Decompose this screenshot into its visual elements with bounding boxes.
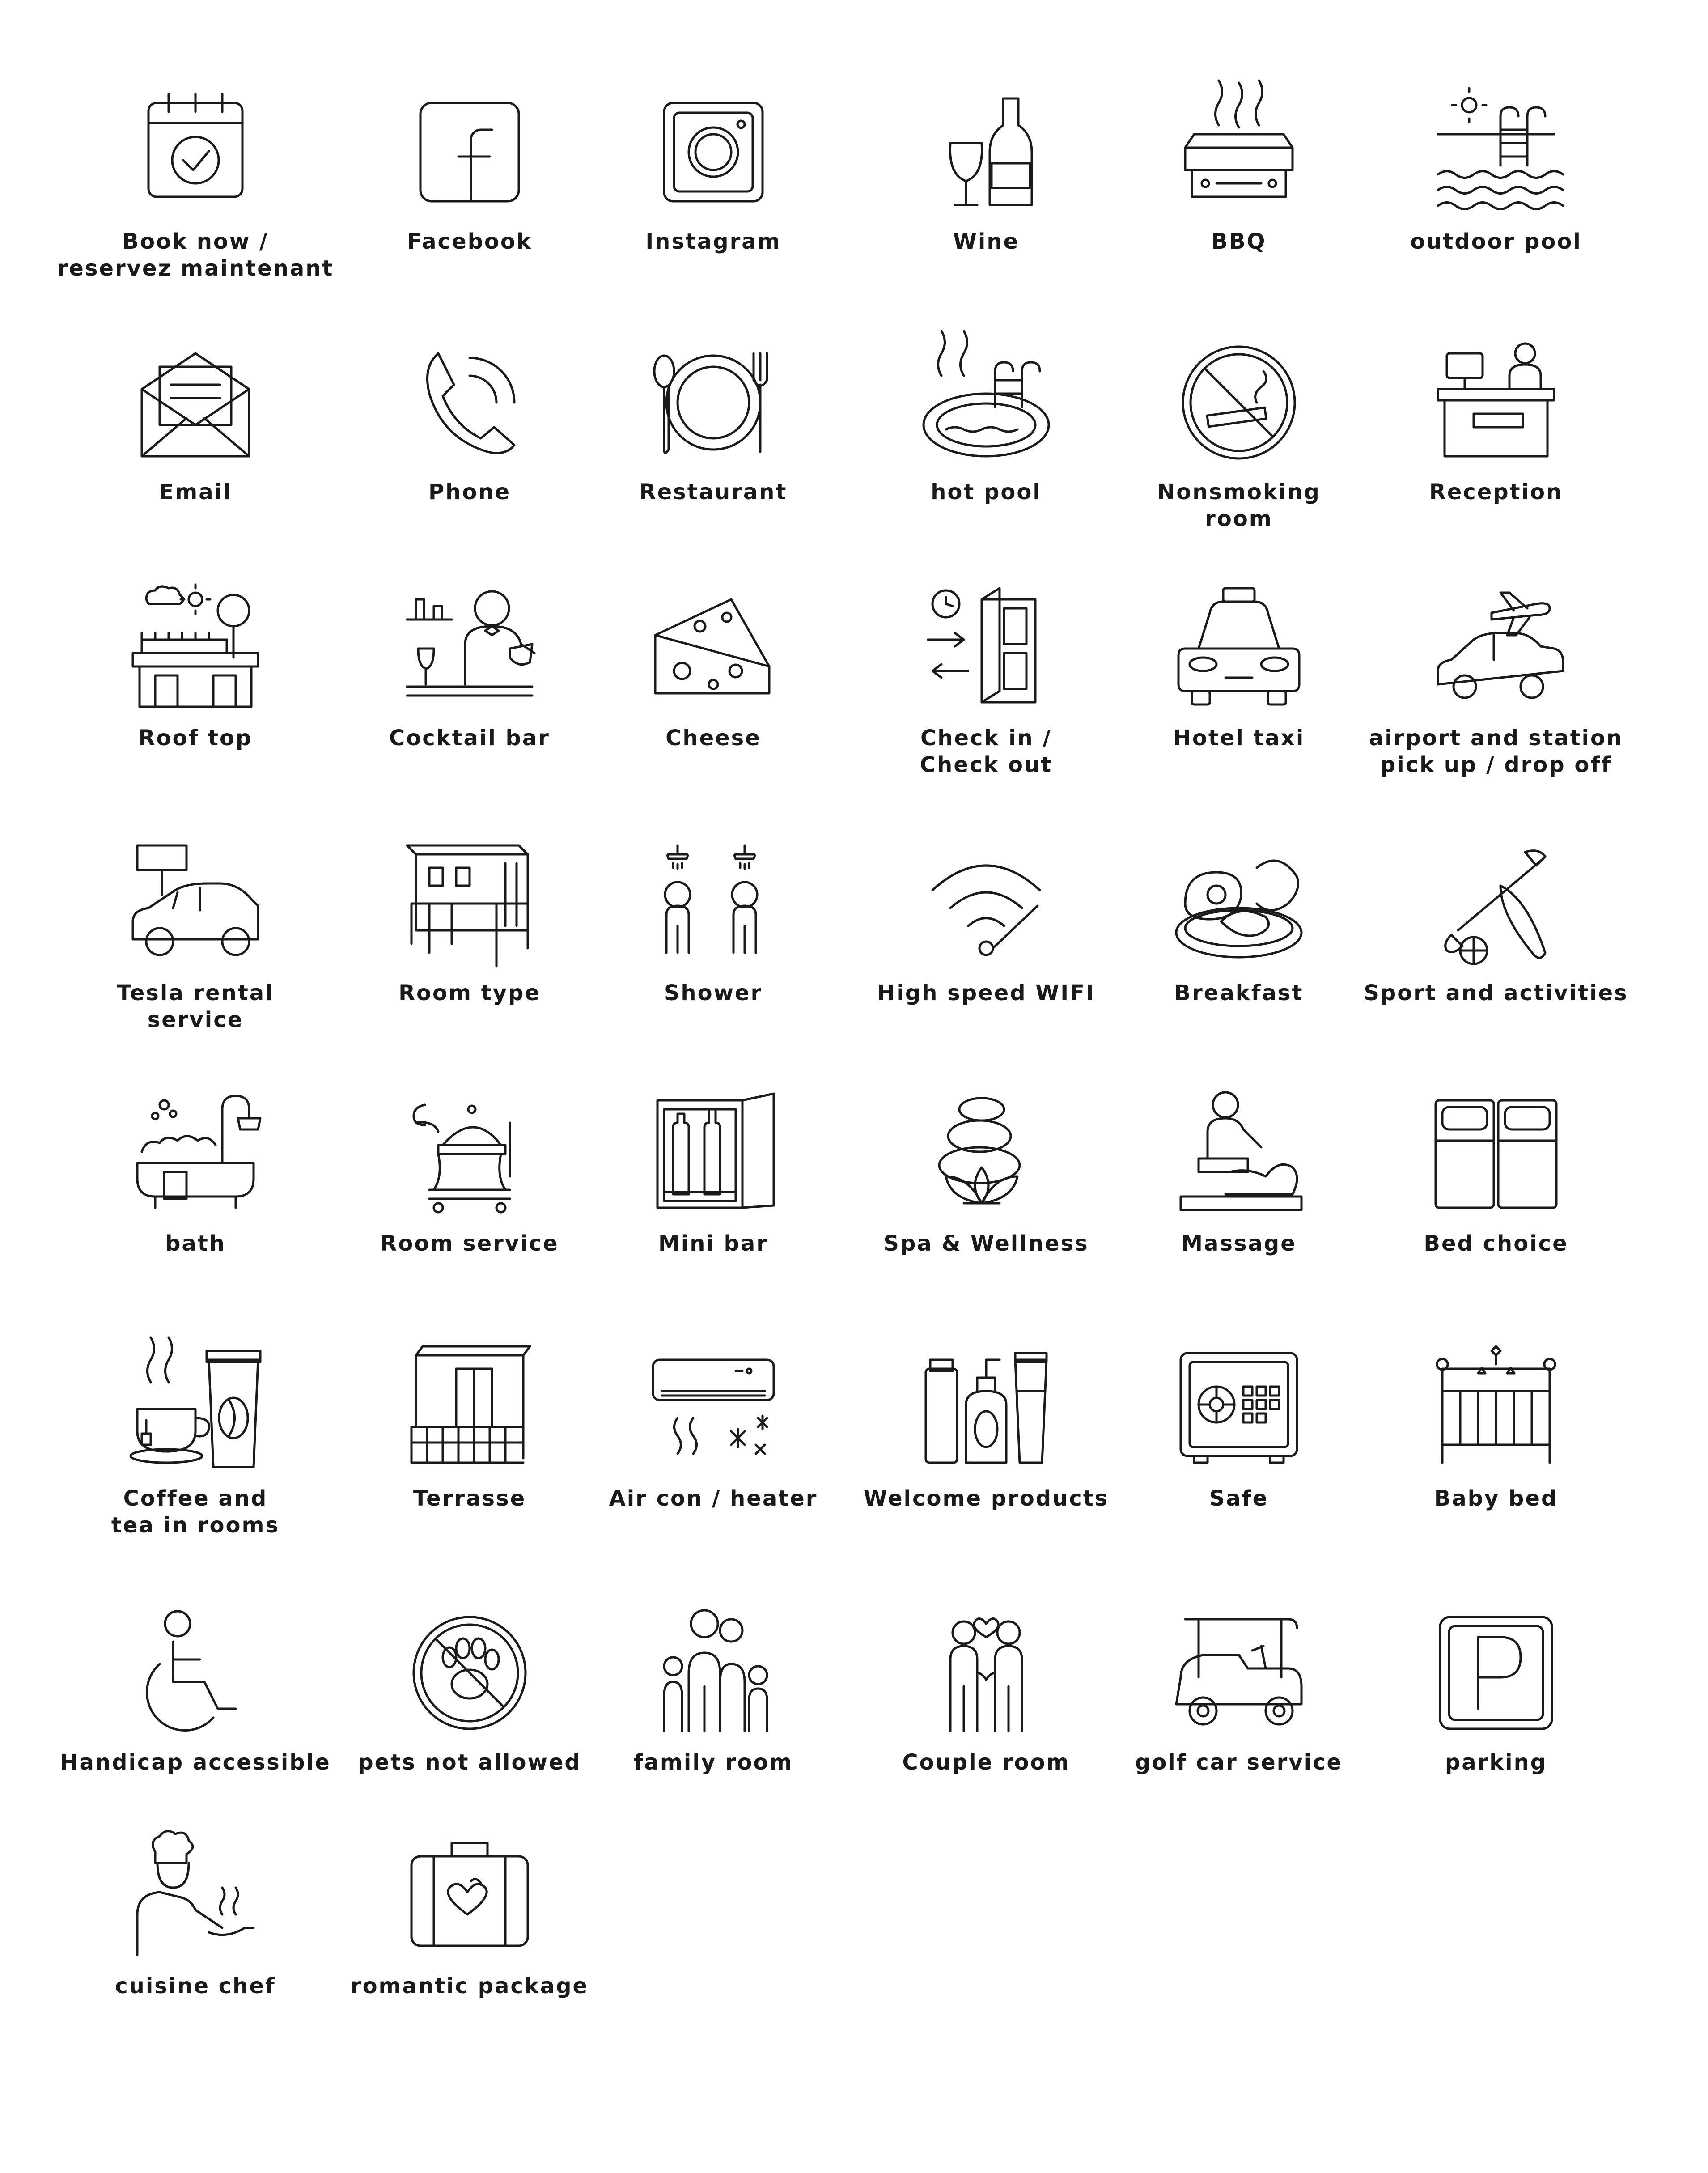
couple-icon (919, 1606, 1053, 1740)
icon-label: BBQ (1211, 229, 1267, 254)
icon-label: pets not allowed (358, 1750, 581, 1775)
instagram-icon (646, 85, 780, 219)
chef-icon (128, 1829, 263, 1964)
icon-item-air-con (575, 1342, 852, 1592)
icon-item-taxi (1100, 581, 1377, 832)
no-pets-icon (403, 1606, 537, 1740)
breakfast-icon (1172, 836, 1306, 971)
icon-label: cuisine chef (115, 1974, 276, 1999)
icon-item-baby-bed (1357, 1342, 1635, 1592)
room-type-icon (403, 836, 537, 971)
icon-label: golf car service (1135, 1750, 1343, 1775)
icon-label: outdoor pool (1410, 229, 1582, 254)
icon-item-mini-bar (575, 1087, 852, 1337)
icon-item-room-type (331, 836, 608, 1087)
icon-item-breakfast (1100, 836, 1377, 1087)
icon-label: Mini bar (658, 1231, 768, 1256)
icon-item-bbq (1100, 85, 1377, 335)
facebook-icon (403, 85, 537, 219)
icon-item-reception (1357, 335, 1635, 586)
terrace-icon (403, 1342, 537, 1476)
icon-item-check-in-out (848, 581, 1125, 832)
icon-item-nonsmoking (1100, 335, 1377, 586)
hot-pool-icon (919, 335, 1053, 470)
suitcase-heart-icon (403, 1829, 537, 1964)
icon-label: Air con / heater (609, 1486, 818, 1511)
bath-icon (128, 1087, 263, 1221)
family-icon (646, 1606, 780, 1740)
icon-label: parking (1445, 1750, 1547, 1775)
icon-item-suitcase-heart (331, 1829, 608, 2080)
icon-label: Book now / reservez maintenant (57, 229, 334, 281)
icon-label: Cheese (665, 726, 761, 751)
kayak-icon (1429, 836, 1563, 971)
restaurant-icon (646, 335, 780, 470)
icon-item-terrace (331, 1342, 608, 1592)
icon-item-room-service (331, 1087, 608, 1337)
icon-item-wifi (848, 836, 1125, 1087)
room-service-icon (403, 1087, 537, 1221)
icon-label: Baby bed (1434, 1486, 1558, 1511)
icon-label: Bed choice (1424, 1231, 1568, 1256)
outdoor-pool-icon (1429, 85, 1563, 219)
icon-label: Couple room (902, 1750, 1070, 1775)
icon-label: Facebook (407, 229, 532, 254)
air-con-icon (646, 1342, 780, 1476)
icon-item-couple (848, 1606, 1125, 1856)
icon-label: bath (165, 1231, 226, 1256)
icon-label: Massage (1181, 1231, 1297, 1256)
icon-item-kayak (1357, 836, 1635, 1087)
icon-item-bath (57, 1087, 334, 1337)
phone-icon (403, 335, 537, 470)
car-rental-icon (128, 836, 263, 971)
icon-label: Welcome products (863, 1486, 1109, 1511)
icon-item-parking (1357, 1606, 1635, 1856)
cocktail-bar-icon (403, 581, 537, 716)
icon-item-calendar-check (57, 85, 334, 335)
icon-label: Roof top (138, 726, 253, 751)
icon-label: Reception (1429, 480, 1563, 505)
taxi-icon (1172, 581, 1306, 716)
icon-item-restaurant (575, 335, 852, 586)
nonsmoking-icon (1172, 335, 1306, 470)
massage-icon (1172, 1087, 1306, 1221)
icon-label: Nonsmoking room (1157, 480, 1321, 531)
icon-item-instagram (575, 85, 852, 335)
email-icon (128, 335, 263, 470)
safe-icon (1172, 1342, 1306, 1476)
icon-label: Tesla rental service (117, 980, 274, 1032)
icon-item-toiletries (848, 1342, 1125, 1592)
parking-icon (1429, 1606, 1563, 1740)
icon-label: Room service (380, 1231, 559, 1256)
icon-label: Hotel taxi (1173, 726, 1305, 751)
icon-label: Breakfast (1174, 980, 1304, 1006)
icon-item-coffee-tea (57, 1342, 334, 1592)
mini-bar-icon (646, 1087, 780, 1221)
icon-item-cheese (575, 581, 852, 832)
icon-label: Safe (1209, 1486, 1269, 1511)
icon-item-rooftop (57, 581, 334, 832)
icon-item-wine (848, 85, 1125, 335)
wine-icon (919, 85, 1053, 219)
icon-item-no-pets (331, 1606, 608, 1856)
calendar-check-icon (128, 85, 263, 219)
coffee-tea-icon (128, 1342, 263, 1476)
icon-label: hot pool (931, 480, 1042, 505)
icon-item-golf-cart (1100, 1606, 1377, 1856)
icon-label: Wine (953, 229, 1020, 254)
beds-icon (1429, 1087, 1563, 1221)
icon-label: family room (633, 1750, 793, 1775)
icon-label: Handicap accessible (60, 1750, 331, 1775)
icon-label: Room type (398, 980, 541, 1006)
icon-label: airport and station pick up / drop off (1369, 726, 1623, 777)
icon-label: Sport and activities (1364, 980, 1628, 1006)
icon-item-massage (1100, 1087, 1377, 1337)
icon-label: Terrasse (413, 1486, 526, 1511)
reception-icon (1429, 335, 1563, 470)
icon-item-facebook (331, 85, 608, 335)
icon-item-beds (1357, 1087, 1635, 1337)
icon-label: Restaurant (639, 480, 788, 505)
icon-item-wheelchair (57, 1606, 334, 1856)
icon-item-airport-transfer (1357, 581, 1635, 832)
icon-item-hot-pool (848, 335, 1125, 586)
icon-item-email (57, 335, 334, 586)
icon-item-safe (1100, 1342, 1377, 1592)
icon-item-chef (57, 1829, 334, 2080)
icon-label: Spa & Wellness (883, 1231, 1089, 1256)
icon-item-shower (575, 836, 852, 1087)
wifi-icon (919, 836, 1053, 971)
bbq-icon (1172, 85, 1306, 219)
icon-label: Phone (428, 480, 511, 505)
check-in-out-icon (919, 581, 1053, 716)
rooftop-icon (128, 581, 263, 716)
icon-label: Coffee and tea in rooms (111, 1486, 280, 1538)
icon-item-family (575, 1606, 852, 1856)
icon-label: romantic package (350, 1974, 589, 1999)
golf-cart-icon (1172, 1606, 1306, 1740)
icon-item-cocktail-bar (331, 581, 608, 832)
icon-item-spa (848, 1087, 1125, 1337)
toiletries-icon (919, 1342, 1053, 1476)
wheelchair-icon (128, 1606, 263, 1740)
shower-icon (646, 836, 780, 971)
airport-transfer-icon (1429, 581, 1563, 716)
icon-label: Check in / Check out (920, 726, 1053, 777)
icon-item-car-rental (57, 836, 334, 1087)
icon-label: High speed WIFI (877, 980, 1095, 1006)
icon-label: Instagram (645, 229, 781, 254)
icon-label: Shower (664, 980, 763, 1006)
spa-icon (919, 1087, 1053, 1221)
baby-bed-icon (1429, 1342, 1563, 1476)
icon-item-phone (331, 335, 608, 586)
icon-item-outdoor-pool (1357, 85, 1635, 335)
icon-label: Email (159, 480, 232, 505)
icon-label: Cocktail bar (389, 726, 550, 751)
cheese-icon (646, 581, 780, 716)
